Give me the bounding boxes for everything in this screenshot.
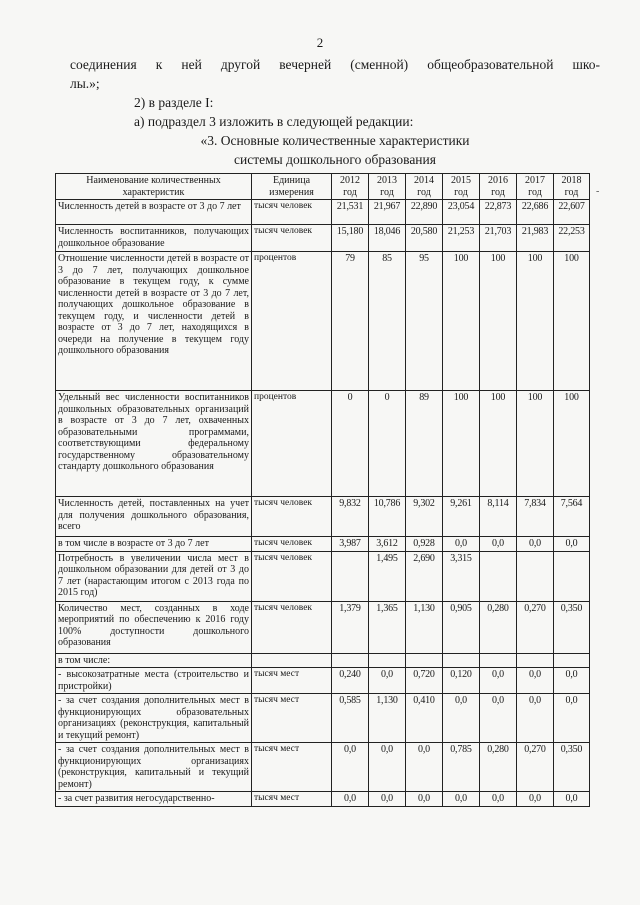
row-value: 0,0: [554, 668, 590, 694]
intro-line-1: соединения к ней другой вечерней (сменной) общеобразовательной шко-: [70, 57, 600, 72]
row-value: 0,0: [517, 792, 554, 807]
row-value: 9,832: [332, 497, 369, 537]
table-row: [56, 653, 590, 668]
row-value: 95: [406, 252, 443, 391]
table-row: [56, 551, 590, 601]
table-row: [56, 601, 590, 653]
row-name: Удельный вес численности воспитанников дошкольных образовательных организаций в возрасте от 3 до 7 лет, охваченных образовательными программами, соответствующими федеральному государственному образовательному стандарту дошкольного образования: [56, 391, 252, 497]
header-year: 2013 год: [369, 174, 406, 200]
row-value: 85: [369, 252, 406, 391]
row-value: 1,495: [369, 551, 406, 601]
row-value: 0,0: [369, 743, 406, 792]
row-value: 0,0: [517, 537, 554, 552]
row-value: 79: [332, 252, 369, 391]
row-value: 0,0: [554, 792, 590, 807]
row-unit: тысяч человек: [252, 497, 332, 537]
row-value: 3,315: [443, 551, 480, 601]
row-value: 0,280: [480, 743, 517, 792]
header-year: 2018 год: [554, 174, 590, 200]
row-value: 0,270: [517, 601, 554, 653]
row-unit: тысяч мест: [252, 694, 332, 743]
row-value: 0,0: [480, 537, 517, 552]
row-value: 0,350: [554, 743, 590, 792]
row-name: Численность воспитанников, получающих дошкольное образование: [56, 225, 252, 252]
row-value: 0,0: [480, 792, 517, 807]
intro-line-4: а) подраздел 3 изложить в следующей редакции:: [134, 114, 414, 129]
row-unit: [252, 653, 332, 668]
row-value: [406, 653, 443, 668]
row-value: [517, 653, 554, 668]
row-value: 0,0: [554, 694, 590, 743]
row-value: 22,890: [406, 200, 443, 225]
row-value: 3,612: [369, 537, 406, 552]
table-row: [56, 200, 590, 225]
row-value: 0,0: [480, 694, 517, 743]
row-value: 100: [480, 252, 517, 391]
row-value: 100: [554, 391, 590, 497]
header-year: 2017 год: [517, 174, 554, 200]
row-value: 9,261: [443, 497, 480, 537]
row-value: 1,379: [332, 601, 369, 653]
page-number: 2: [316, 35, 324, 50]
row-value: 0,0: [443, 792, 480, 807]
row-name: Численность детей в возрасте от 3 до 7 лет: [56, 200, 252, 225]
row-value: 0,0: [369, 792, 406, 807]
row-value: 0,0: [554, 537, 590, 552]
row-value: 21,703: [480, 225, 517, 252]
header-year: 2015 год: [443, 174, 480, 200]
row-unit: тысяч мест: [252, 743, 332, 792]
row-unit: тысяч человек: [252, 601, 332, 653]
row-value: 100: [443, 391, 480, 497]
row-name: в том числе в возрасте от 3 до 7 лет: [56, 537, 252, 552]
table-row: [56, 743, 590, 792]
row-name: Количество мест, созданных в ходе мероприятий по обеспечению к 2016 году 100% доступности дошкольного образования: [56, 601, 252, 653]
row-value: 100: [517, 391, 554, 497]
row-value: [480, 551, 517, 601]
header-name: Наименование количественных характеристик: [56, 174, 252, 200]
header-year: 2016 год: [480, 174, 517, 200]
row-value: 15,180: [332, 225, 369, 252]
table-row: [56, 497, 590, 537]
row-value: 0,0: [443, 694, 480, 743]
row-value: [554, 653, 590, 668]
header-unit: Единица измерения: [252, 174, 332, 200]
table-row: [56, 225, 590, 252]
row-value: 0,0: [517, 668, 554, 694]
row-value: 0,0: [480, 668, 517, 694]
row-value: 0,120: [443, 668, 480, 694]
row-value: 100: [554, 252, 590, 391]
row-value: 0,410: [406, 694, 443, 743]
row-value: 22,686: [517, 200, 554, 225]
row-value: 0: [369, 391, 406, 497]
row-value: [332, 551, 369, 601]
row-value: 3,987: [332, 537, 369, 552]
row-value: 100: [480, 391, 517, 497]
table-row: [56, 668, 590, 694]
row-value: [443, 653, 480, 668]
section-heading-2: системы дошкольного образования: [234, 152, 436, 167]
row-value: 0,928: [406, 537, 443, 552]
row-unit: процентов: [252, 391, 332, 497]
row-value: 18,046: [369, 225, 406, 252]
row-value: 22,873: [480, 200, 517, 225]
row-value: 0,585: [332, 694, 369, 743]
row-value: 7,564: [554, 497, 590, 537]
row-unit: тысяч человек: [252, 225, 332, 252]
row-value: 1,130: [406, 601, 443, 653]
intro-line-2: лы.»;: [70, 76, 100, 91]
row-value: 100: [443, 252, 480, 391]
row-value: 22,607: [554, 200, 590, 225]
intro-text: [70, 55, 600, 169]
row-value: 9,302: [406, 497, 443, 537]
row-unit: тысяч человек: [252, 537, 332, 552]
row-name: - за счет создания дополнительных мест в функционирующих организациях (реконструкция, капитальный и текущий ремонт): [56, 743, 252, 792]
row-name: - за счет создания дополнительных мест в функционирующих образовательных организациях (реконструкция, капитальный и текущий ремонт): [56, 694, 252, 743]
table-row: [56, 537, 590, 552]
row-value: [369, 653, 406, 668]
row-unit: тысяч мест: [252, 792, 332, 807]
row-value: 23,054: [443, 200, 480, 225]
row-value: 20,580: [406, 225, 443, 252]
row-value: 8,114: [480, 497, 517, 537]
row-name: - высокозатратные места (строительство и пристройки): [56, 668, 252, 694]
row-value: 21,967: [369, 200, 406, 225]
row-value: 0,720: [406, 668, 443, 694]
row-value: [554, 551, 590, 601]
row-unit: тысяч мест: [252, 668, 332, 694]
row-value: 7,834: [517, 497, 554, 537]
intro-line-3: 2) в разделе I:: [134, 95, 214, 110]
table-row: [56, 792, 590, 807]
row-value: 10,786: [369, 497, 406, 537]
row-value: 1,365: [369, 601, 406, 653]
row-unit: тысяч человек: [252, 200, 332, 225]
row-value: 21,983: [517, 225, 554, 252]
section-heading-1: «3. Основные количественные характеристики: [200, 133, 470, 148]
row-value: 0,905: [443, 601, 480, 653]
row-value: 0,240: [332, 668, 369, 694]
row-value: 100: [517, 252, 554, 391]
row-value: 0: [332, 391, 369, 497]
row-value: 0,0: [332, 792, 369, 807]
row-value: 0,785: [443, 743, 480, 792]
margin-mark: -: [596, 186, 600, 197]
row-name: в том числе:: [56, 653, 252, 668]
row-value: 1,130: [369, 694, 406, 743]
row-value: 22,253: [554, 225, 590, 252]
row-value: 89: [406, 391, 443, 497]
table-row: [56, 391, 590, 497]
row-value: [517, 551, 554, 601]
table-header-row: [56, 174, 590, 200]
row-name: - за счет развития негосударственно-: [56, 792, 252, 807]
row-value: 21,531: [332, 200, 369, 225]
row-value: 21,253: [443, 225, 480, 252]
row-value: 0,0: [369, 668, 406, 694]
row-value: 2,690: [406, 551, 443, 601]
row-value: 0,0: [406, 792, 443, 807]
characteristics-table: [55, 173, 590, 807]
row-value: 0,270: [517, 743, 554, 792]
header-year: 2012 год: [332, 174, 369, 200]
table-row: [56, 252, 590, 391]
row-name: Численность детей, поставленных на учет для получения дошкольного образования, всего: [56, 497, 252, 537]
row-value: [332, 653, 369, 668]
row-unit: тысяч человек: [252, 551, 332, 601]
row-unit: процентов: [252, 252, 332, 391]
row-value: 0,350: [554, 601, 590, 653]
row-value: 0,0: [517, 694, 554, 743]
row-name: Потребность в увеличении числа мест в дошкольном образовании для детей от 3 до 7 лет (нарастающим итогом с 2013 года по 2015 год): [56, 551, 252, 601]
row-value: 0,0: [443, 537, 480, 552]
row-value: 0,280: [480, 601, 517, 653]
row-value: 0,0: [406, 743, 443, 792]
row-value: [480, 653, 517, 668]
row-name: Отношение численности детей в возрасте от 3 до 7 лет, получающих дошкольное образование в текущем году, к сумме численности детей в возрасте от 3 до 7 лет, получающих дошкольное образование в текущем году, и численности детей в возрасте от 3 до 7 лет, находящихся в очереди на получение в текущем году дошкольного образования: [56, 252, 252, 391]
header-year: 2014 год: [406, 174, 443, 200]
table-row: [56, 694, 590, 743]
row-value: 0,0: [332, 743, 369, 792]
